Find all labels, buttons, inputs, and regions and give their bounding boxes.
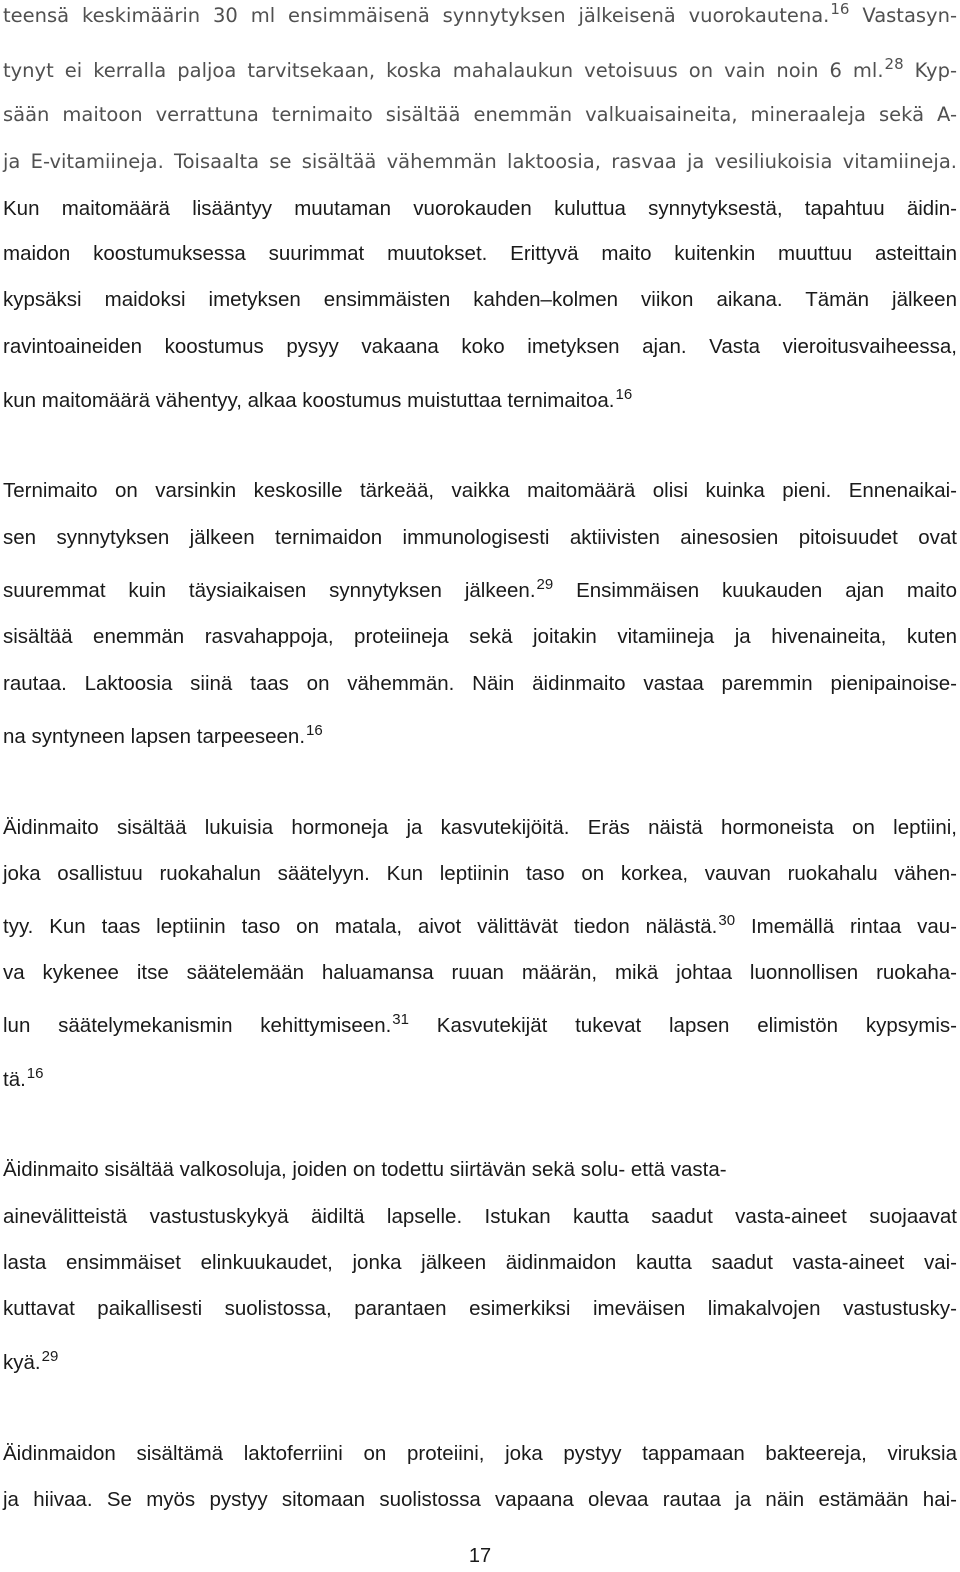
text-segment: sään maitoon verrattuna ternimaito sisältää enemmän valkuaisaineita, mineraaleja sekä A- [3, 103, 957, 126]
text-line [3, 576, 957, 603]
text-segment: ja hiivaa. Se myös pystyy sitomaan suolistossa vapaana olevaa rautaa ja näin estämään hai- [3, 1488, 957, 1511]
page-number: 17 [468, 1545, 492, 1567]
text-segment: Kyp- [903, 59, 957, 82]
text-segment: suuremmat kuin täysiaikaisen synnytyksen jälkeen. [3, 579, 536, 602]
text-line [3, 335, 957, 359]
text-segment: maidon koostumuksessa suurimmat muutokset. Erittyvä maito kuitenkin muuttuu asteittain [3, 242, 957, 265]
text-line [3, 150, 957, 174]
reference-superscript: 16 [830, 0, 850, 18]
text-line [3, 1011, 957, 1038]
text-segment: lun säätelymekanismin kehittymiseen. [3, 1014, 392, 1037]
text-segment: rautaa. Laktoosia siinä taas on vähemmän. Näin äidinmaito vastaa paremmin pienipainoise- [3, 672, 957, 695]
reference-superscript: 16 [306, 722, 323, 739]
reference-superscript: 16 [615, 386, 633, 403]
text-segment: ravintoaineiden koostumus pysyy vakaana koko imetyksen ajan. Vasta vieroitusvaiheessa, [3, 335, 957, 358]
text-line [3, 1488, 957, 1512]
text-segment: Imemällä rintaa vau- [735, 915, 957, 938]
text-line [3, 722, 957, 749]
text-line [3, 961, 957, 985]
text-line [3, 288, 957, 312]
text-line [3, 1205, 957, 1229]
text-segment: kun maitomäärä vähentyy, alkaa koostumus muistuttaa ternimaitoa. [3, 389, 615, 412]
text-line [3, 912, 957, 939]
text-segment: tyy. Kun taas leptiinin taso on matala, aivot välittävät tiedon nälästä. [3, 915, 718, 938]
text-segment: kyä. [3, 1351, 41, 1374]
text-segment: tä. [3, 1068, 26, 1091]
text-line [3, 386, 957, 413]
text-line [3, 1065, 957, 1092]
text-segment: teensä keskimäärin 30 ml ensimmäisenä synnytyksen jälkeisenä vuorokautena. [3, 4, 830, 27]
text-segment: ja E-vitamiineja. Toisaalta se sisältää vähemmän laktoosia, rasvaa ja vesiliukoisia vitamiineja. [3, 150, 957, 173]
text-segment: kuttavat paikallisesti suolistossa, parantaen esimerkiksi imeväisen limakalvojen vastustusky- [3, 1297, 957, 1320]
reference-superscript: 16 [26, 1065, 44, 1082]
text-segment: ainevälitteistä vastustuskykyä äidiltä lapselle. Istukan kautta saadut vasta-aineet suojaavat [3, 1205, 957, 1228]
text-line [3, 1158, 957, 1182]
text-segment: Ensimmäisen kuukauden ajan maito [553, 579, 957, 602]
text-line [3, 625, 957, 649]
text-segment: tynyt ei kerralla paljoa tarvitsekaan, koska mahalaukun vetoisuus on vain noin 6 ml. [3, 59, 884, 82]
text-line [3, 1348, 957, 1375]
text-segment: joka osallistuu ruokahalun säätelyyn. Kun leptiinin taso on korkea, vauvan ruokahalu vähen- [3, 862, 957, 885]
text-line [3, 672, 957, 696]
text-segment: kypsäksi maidoksi imetyksen ensimmäisten kahden–kolmen viikon aikana. Tämän jälkeen [3, 288, 957, 311]
text-segment: na syntyneen lapsen tarpeeseen. [3, 725, 306, 748]
reference-superscript: 30 [718, 912, 736, 929]
text-segment: va kykenee itse säätelemään haluamansa ruuan määrän, mikä johtaa luonnollisen ruokaha- [3, 961, 957, 984]
reference-superscript: 29 [536, 576, 554, 593]
reference-superscript: 31 [392, 1011, 409, 1028]
text-line [3, 55, 957, 83]
text-line [3, 479, 957, 503]
text-line [3, 862, 957, 886]
text-segment: Äidinmaidon sisältämä laktoferriini on proteiini, joka pystyy tappamaan bakteereja, viruksia [3, 1442, 957, 1465]
text-segment: Äidinmaito sisältää valkosoluja, joiden on todettu siirtävän sekä solu- että vasta- [3, 1158, 727, 1181]
text-segment: lasta ensimmäiset elinkuukaudet, jonka jälkeen äidinmaidon kautta saadut vasta-aineet vai- [3, 1251, 957, 1274]
text-line [3, 103, 957, 127]
reference-superscript: 29 [41, 1348, 59, 1365]
text-segment: Äidinmaito sisältää lukuisia hormoneja ja kasvutekijöitä. Eräs näistä hormoneista on leptiini, [3, 816, 957, 839]
text-segment: sen synnytyksen jälkeen ternimaidon immunologisesti aktiivisten ainesosien pitoisuudet ovat [3, 526, 957, 549]
text-segment: Kun maitomäärä lisääntyy muutaman vuorokauden kuluttua synnytyksestä, tapahtuu äidin- [3, 197, 957, 220]
text-line [3, 1297, 957, 1321]
text-line [3, 526, 957, 550]
text-line [3, 1251, 957, 1275]
text-line [3, 197, 957, 221]
text-line [3, 1442, 957, 1466]
text-segment: Kasvutekijät tukevat lapsen elimistön kypsymis- [408, 1014, 957, 1037]
text-segment: Vastasyn- [849, 4, 957, 27]
text-segment: Ternimaito on varsinkin keskosille tärkeää, vaikka maitomäärä olisi kuinka pieni. Ennenaikai- [3, 479, 957, 502]
text-line [3, 242, 957, 266]
text-line [3, 0, 957, 28]
text-segment: sisältää enemmän rasvahappoja, proteiineja sekä joitakin vitamiineja ja hivenaineita, kuten [3, 625, 957, 648]
reference-superscript: 28 [884, 55, 904, 73]
text-line [3, 816, 957, 840]
